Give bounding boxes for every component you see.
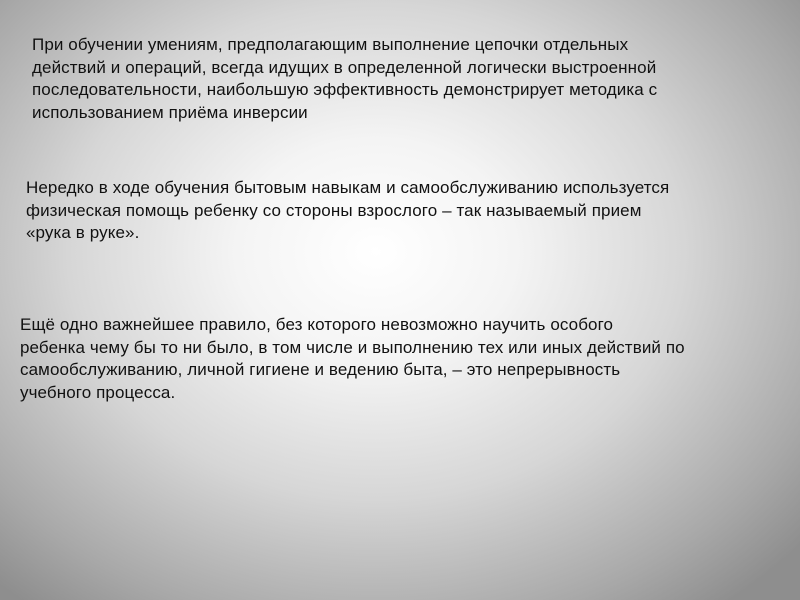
paragraph-inversion-method <box>32 34 762 124</box>
text-line: использованием приёма инверсии <box>32 102 308 122</box>
text-line: последовательности, наибольшую эффективность демонстрирует методика с <box>32 80 658 99</box>
paragraph-hand-in-hand <box>26 177 786 245</box>
text-line: ребенка чему бы то ни было, в том числе и выполнению тех или иных действий по <box>20 337 685 357</box>
text-line: самообслуживанию, личной гигиене и ведению быта, – это непрерывность <box>20 360 621 379</box>
text-line: Ещё одно важнейшее правило, без которого невозможно научить особого <box>20 315 614 334</box>
text-line: учебного процесса. <box>20 382 176 402</box>
text-line: «рука в руке». <box>26 223 140 242</box>
text-line: При обучении умениям, предполагающим выполнение цепочки отдельных <box>32 35 629 54</box>
text-line: физическая помощь ребенку со стороны взрослого – так называемый прием <box>26 200 642 220</box>
text-line: действий и операций, всегда идущих в определенной логически выстроенной <box>32 57 657 77</box>
text-line: Нередко в ходе обучения бытовым навыкам и самообслуживанию используется <box>26 178 670 197</box>
paragraph-continuity-rule <box>20 314 790 404</box>
